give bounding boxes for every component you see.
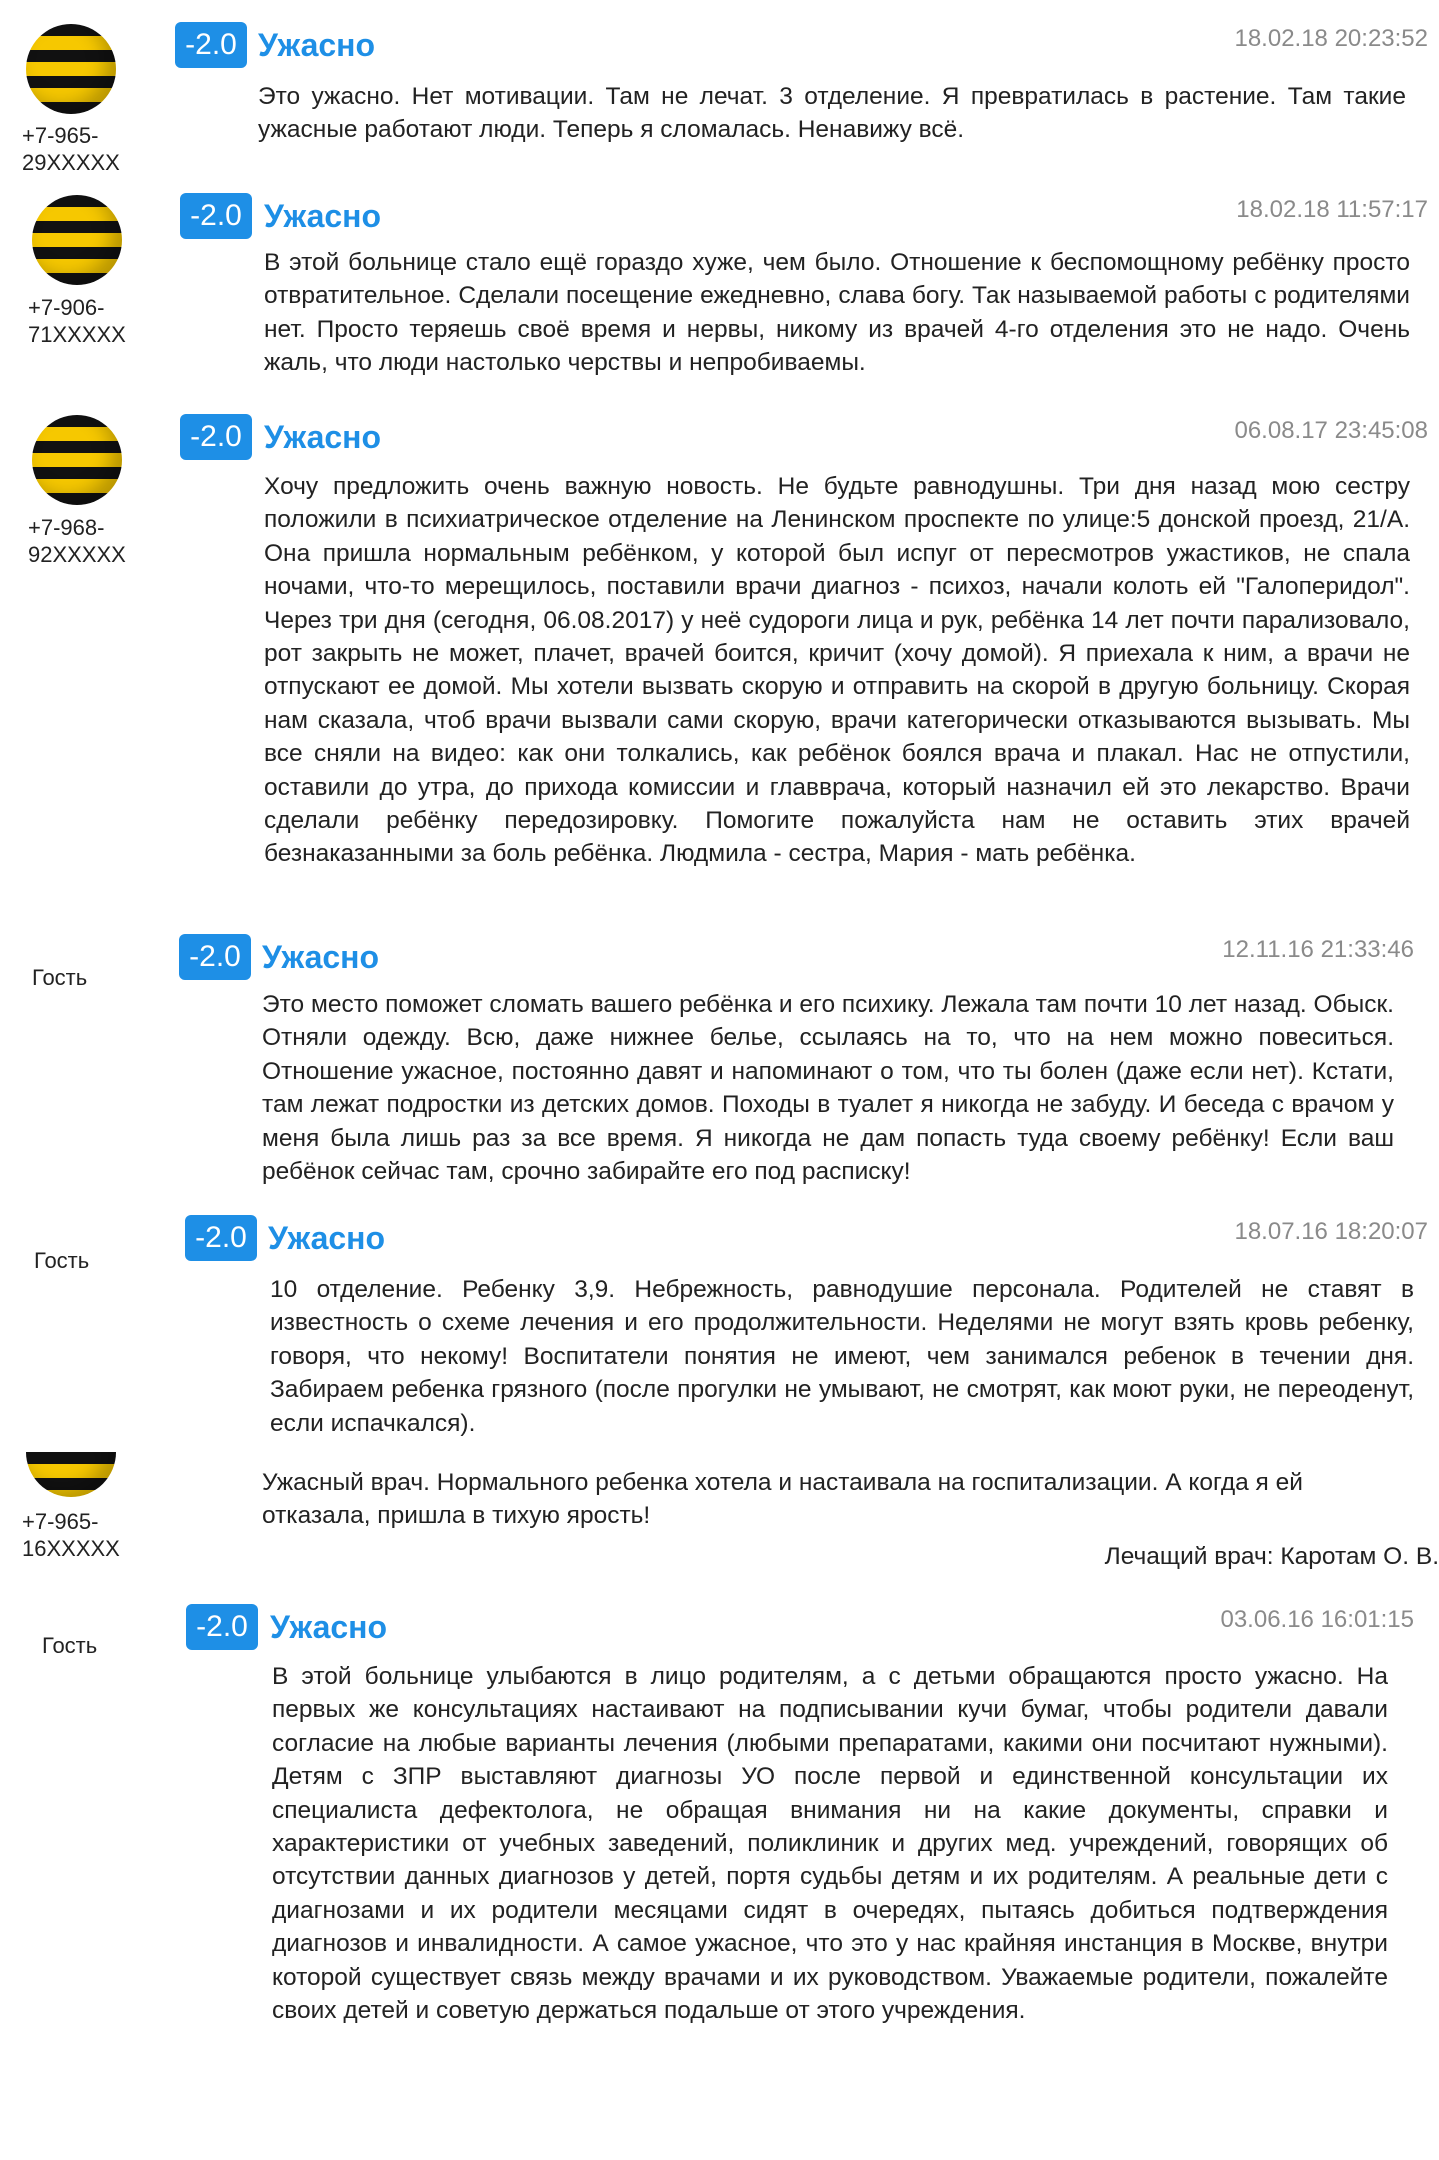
review-date: 18.07.16 18:20:07 — [1234, 1218, 1428, 1245]
review-author: +7-968-92XXXXX — [28, 515, 126, 567]
avatar-beeline-icon — [32, 415, 122, 505]
rating-verdict: Ужасно — [270, 1609, 388, 1645]
review-author: Гость — [32, 965, 88, 990]
review-text: В этой больнице улыбаются в лицо родителям, а с детьми обращаются просто ужасно. На первых же консультациях настаивают на подписывании кучи бумаг, чтобы родители давали согласие на любые варианты лечения (любыми препаратами, какими они посчитают нужными). Детям с ЗПР выставляют диагнозы УО после первой и единственной консультации их специалиста дефектолога, не обращая внимания ни на какие документы, справки и характеристики от учебных заведений, поликлиник и других мед. учреждений, говорящих об отсутствии данных диагнозов у детей, портя судьбы детям и их родителям. А реальные дети с диагнозами и их родители месяцами сидят в очередях, пытаясь добиться подтверждения диагнозов и инвалидности. А самое ужасное, что это у нас крайняя инстанция в Москве, внутри которой существует связь между врачами и их руководством. Уважаемые родители, пожалейте своих детей и советую держаться подальше от этого учреждения. — [272, 1663, 1388, 2025]
review-date: 06.08.17 23:45:08 — [1234, 417, 1428, 444]
review-author: Гость — [42, 1633, 98, 1658]
review-text: 10 отделение. Ребенку 3,9. Небрежность, равнодушие персонала. Родителей не ставят в известность о схеме лечения и его продолжительности. Неделями не могут взять кровь ребенку, говоря, что некому! Воспитатели понятия не имеют, чем занимался ребенок в течении дня. Забираем ребенка грязного (после прогулки не умывают, не смотрят, как моют руки, не переодену‍т, если испачкался). — [270, 1276, 1414, 1437]
review-text: Хочу предложить очень важную новость. Не будьте равнодушны. Три дня назад мою сестру положили в психиатрическое отделение на Ленинском проспекте по улице:5 донской проезд, 21/А. Она пришла нормальным ребёнком, у которой был испуг от пересмотров ужастиков, не спала ночами, что-то мерещилось, поставили врачи диагноз - психоз, начали колоть ей "Галоперидол". Через три дня (сегодня, 06.08.2017) у неё судороги лица и рук, ребёнка 14 лет почти парализовало, рот закрыть не может, плачет, врачей боится, кричит (хочу домой). Я приехала к ним, а врачи не отпускают ее домой. Мы хотели вызвать скорую и отправить на скорой в другую больницу. Скорая нам сказала, чтоб врачи вызвали сами скорую, врачи категорически отказываются вызывать. Мы все сняли на видео: как они толкались, как ребёнок боялся врача и плакал. Нас не отпустили, оставили до утра, до прихода комиссии и главврача, который назначил ей это лекарство. Врачи сделали ребёнку передозировку. Помогите пожалуйста нам не оставить этих врачей безнаказанными за боль ребёнка. Людмила - сестра, Мария - мать ребёнка. — [264, 473, 1410, 868]
rating-score-badge: -2.0 — [185, 1215, 257, 1261]
rating-score-badge: -2.0 — [180, 193, 252, 239]
rating-verdict: Ужасно — [264, 419, 382, 455]
review-author: +7-965-16XXXXX — [22, 1509, 120, 1561]
review-text: Ужасный врач. Нормального ребенка хотела и настаивала на госпитализации. А когда я ей отказала, пришла в тихую ярость! — [262, 1469, 1303, 1530]
review-author: Гость — [34, 1248, 90, 1273]
avatar-beeline-icon — [26, 1452, 116, 1497]
review-text: Это место поможет сломать вашего ребёнка и его психику. Лежала там почти 10 лет назад. Обыск. Отняли одежду. Всю, даже нижнее белье, ссылаясь на то, что на нем можно повеситься. Отношение ужасное, постоянно давят и напоминают о том, что ты болен (даже если нет). Кстати, там лежат подростки из детских домов. Походы в туалет я никогда не забуду. И беседа с врачом у меня была лишь раз за все время. Я никогда не дам попасть туда своему ребёнку! Если ваш ребёнок сейчас там, срочно забирайте его под расписку! — [262, 991, 1394, 1186]
review-date: 18.02.18 20:23:52 — [1234, 25, 1428, 52]
avatar-beeline-icon — [26, 24, 116, 114]
avatar-beeline-icon — [32, 195, 122, 285]
review-text: Это ужасно. Нет мотивации. Там не лечат. 3 отделение. Я превратилась в растение. Там такие ужасные работают люди. Теперь я сломалась. Ненавижу всё. — [258, 83, 1406, 144]
rating-verdict: Ужасно — [264, 198, 382, 234]
attending-doctor: Лечащий врач: Каротам О. В. — [1104, 1543, 1439, 1570]
review-author: +7-965-29XXXXX — [22, 123, 120, 175]
rating-score-badge: -2.0 — [175, 22, 247, 68]
rating-verdict: Ужасно — [258, 27, 376, 63]
review-date: 18.02.18 11:57:17 — [1236, 196, 1428, 223]
rating-score-badge: -2.0 — [179, 934, 251, 980]
rating-score-badge: -2.0 — [180, 414, 252, 460]
review-text: В этой больнице стало ещё гораздо хуже, чем было. Отношение к беспомощному ребёнку просто отвратительное. Сделали посещение ежедневно, слава богу. Так называемой работы с родителями нет. Просто теряешь своё время и нервы, никому из врачей 4-го отделения это не надо. Очень жаль, что люди настолько черствы и непробиваемы. — [264, 249, 1410, 377]
review-author: +7-906-71XXXXX — [28, 295, 126, 347]
rating-verdict: Ужасно — [262, 939, 380, 975]
rating-verdict: Ужасно — [268, 1220, 386, 1256]
review-date: 03.06.16 16:01:15 — [1220, 1606, 1414, 1633]
review-date: 12.11.16 21:33:46 — [1222, 936, 1414, 963]
rating-score-badge: -2.0 — [186, 1604, 258, 1650]
